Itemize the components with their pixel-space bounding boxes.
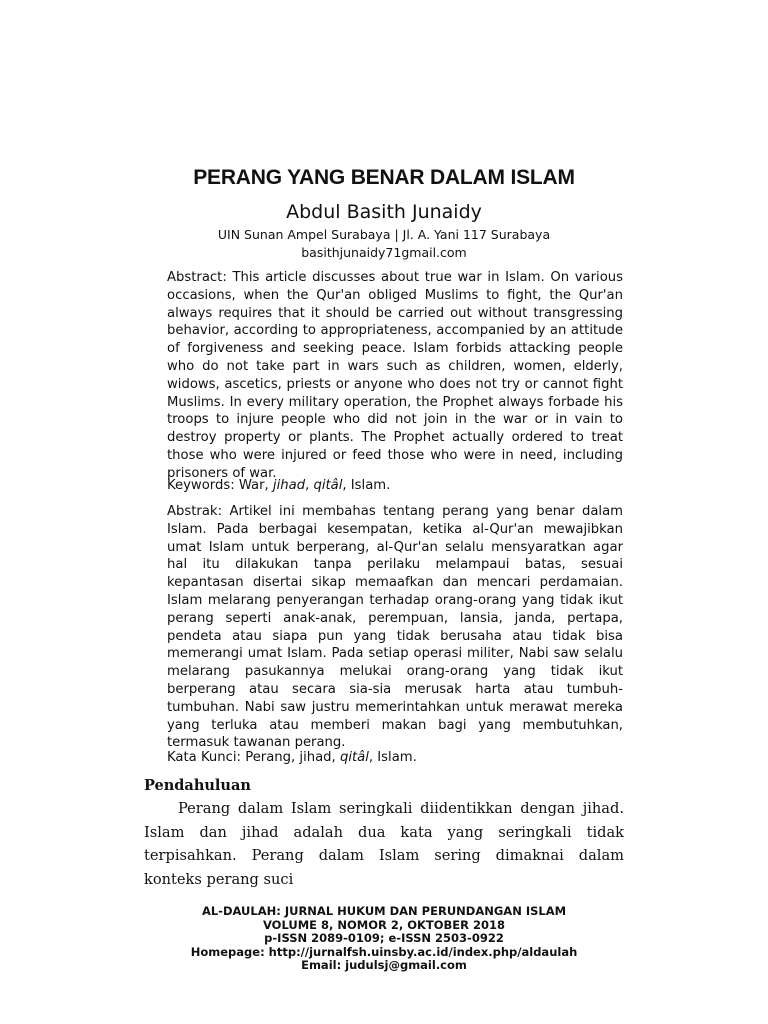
footer-issn: p-ISSN 2089-0109; e-ISSN 2503-0922: [264, 931, 504, 946]
keywords-english: [167, 477, 623, 495]
keywords-indonesian-prefix: Perang, jihad,: [241, 750, 340, 765]
keywords-indonesian-label: Kata Kunci:: [167, 750, 242, 765]
section-heading: Pendahuluan: [144, 777, 251, 794]
paper-title: PERANG YANG BENAR DALAM ISLAM: [193, 166, 575, 189]
author-name: Abdul Basith Junaidy: [286, 201, 482, 223]
footer-volume: VOLUME 8, NOMOR 2, OKTOBER 2018: [262, 917, 506, 932]
keyword-qital: qitâl: [313, 478, 343, 493]
section-body-text: Perang dalam Islam seringkali diidentikkan dengan jihad. Islam dan jihad adalah dua kata yang seringkali tidak terpisahkan. Perang dalam Islam sering dimaknai dalam konteks perang suci: [144, 800, 624, 888]
abstract-english-text: This article discusses about true war in Islam. On various occasions, when the Qur'an obliged Muslims to fight, the Qur'an always requires that it should be carried out without transgressing behavior, according to appropriateness, accompanied by an attitude of forgiveness and seeking peace. Islam forbids attacking people who do not take part in wars such as children, women, elderly, widows, ascetics, priests or anyone who does not try or cannot fight Muslims. In every military operation, the Prophet always forbade his troops to injure people who did not join in the war or in vain to destroy property or plants. The Prophet actually ordered to treat those who were injured or feed those who were in need, including prisoners of war.: [167, 270, 623, 481]
footer-homepage: Homepage: http://jurnalfsh.uinsby.ac.id/index.php/aldaulah: [190, 944, 578, 959]
author-email: basithjunaidy71gmail.com: [301, 245, 467, 260]
keywords-english-prefix: : War,: [230, 478, 273, 493]
abstract-indonesian-text: Artikel ini membahas tentang perang yang benar dalam Islam. Pada berbagai kesempatan, ketika al-Qur'an mewajibkan umat Islam untuk berperang, al-Qur'an selalu mensyaratkan agar hal itu dilakukan tanpa perilaku melampaui batas, sesuai kepantasan disertai sikap memaafkan dan mencari perdamaian. Islam melarang penyerangan terhadap orang-orang yang tidak ikut perang seperti anak-anak, perempuan, lansia, janda, pertapa, pendeta atau siapa pun yang tidak berusaha atau tidak bisa memerangi umat Islam. Pada setiap operasi militer, Nabi saw selalu melarang pasukannya melukai orang-orang yang tidak ikut berperang atau secara sia-sia merusak harta atau tumbuh-tumbuhan. Nabi saw justru memerintahkan untuk merawat mereka yang terluka atau memberi makan bagi yang membutuhkan, termasuk tawanan perang.: [167, 504, 623, 751]
keywords-indonesian-suffix: , Islam.: [368, 750, 417, 765]
abstract-indonesian: [167, 503, 623, 752]
abstract-indonesian-label: Abstrak:: [167, 504, 223, 519]
keyword-jihad: jihad: [272, 478, 306, 493]
keywords-english-sep: ,: [305, 478, 314, 493]
keywords-english-label: Keywords: [167, 478, 231, 493]
keywords-indonesian: [167, 749, 623, 767]
abstract-english-label: Abstract:: [167, 270, 227, 285]
keywords-english-suffix: , Islam.: [342, 478, 391, 493]
abstract-english: [167, 269, 623, 483]
footer-journal-name: AL-DAULAH: JURNAL HUKUM DAN PERUNDANGAN ISLAM: [201, 904, 567, 918]
keyword-qital-id: qitâl: [339, 750, 369, 765]
footer-email: Email: judulsj@gmail.com: [301, 958, 467, 973]
journal-footer: [0, 905, 768, 973]
author-affiliation: UIN Sunan Ampel Surabaya | Jl. A. Yani 117 Surabaya: [217, 227, 551, 242]
